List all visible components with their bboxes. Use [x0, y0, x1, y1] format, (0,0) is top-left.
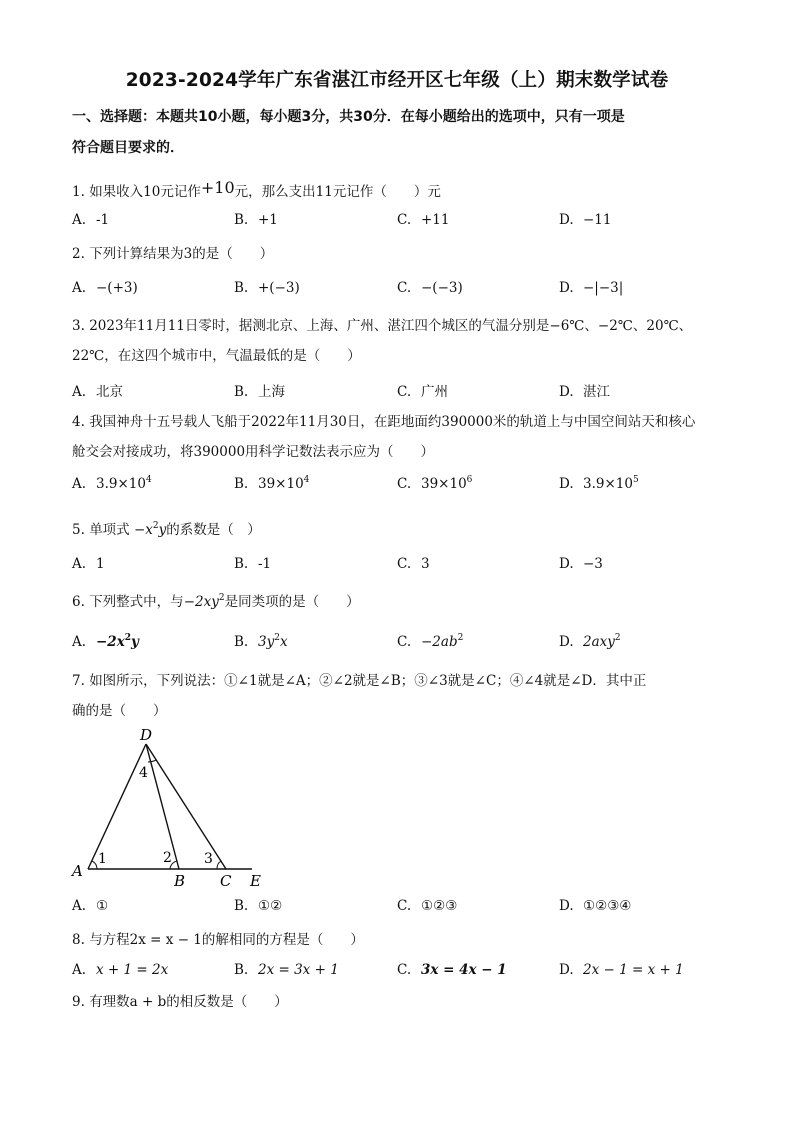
question-5-options	[72, 556, 732, 578]
option-a[interactable]: A. $-2x^2y$	[72, 633, 139, 650]
question-number: 2.	[72, 246, 85, 262]
option-b[interactable]: B. 2x = 3x + 1	[234, 962, 339, 978]
question-5: 5. 单项式 $-x^2y$的系数是（ ）	[72, 521, 261, 538]
option-a[interactable]: A. 1	[72, 556, 105, 572]
point-label-b: B	[174, 872, 186, 890]
option-a[interactable]: A. $3.9\times 10^4$	[72, 475, 152, 492]
angle-label-1: 1	[98, 851, 107, 867]
option-a[interactable]: A. x + 1 = 2x	[72, 962, 169, 978]
option-a[interactable]: A. -1	[72, 212, 110, 228]
question-3-options	[72, 380, 732, 402]
segment-dc	[146, 744, 226, 869]
question-8: 8. 与方程2x = x − 1的解相同的方程是（ ）	[72, 932, 364, 948]
option-d[interactable]: D. −3	[559, 556, 603, 572]
option-a[interactable]: A. ①	[72, 898, 109, 914]
option-d[interactable]: D. 2axy$^2$	[559, 633, 621, 650]
question-1: 1. 如果收入10元记作+10元，那么支出11元记作（ ）元	[72, 178, 441, 200]
question-4-line2: 舱交会对接成功，将390000用科学记数法表示应为（ ）	[72, 444, 435, 460]
option-d[interactable]: D. 湛江	[559, 384, 610, 400]
angle-label-4: 4	[139, 765, 148, 781]
question-6: 6. 下列整式中，与$-2xy^2$是同类项的是（ ）	[72, 593, 360, 610]
point-label-e: E	[250, 872, 261, 890]
question-number: 7.	[72, 673, 85, 689]
point-label-d: D	[140, 726, 153, 744]
question-3-line2: 22℃，在这四个城市中，气温最低的是（ ）	[72, 348, 361, 364]
option-c[interactable]: C. 3	[397, 556, 430, 572]
option-b[interactable]: B. 上海	[234, 384, 285, 400]
option-a[interactable]: A. −(+3)	[72, 280, 138, 296]
option-c[interactable]: C. +11	[397, 212, 450, 228]
question-number: 8.	[72, 932, 85, 948]
option-d[interactable]: D. ①②③④	[559, 898, 632, 914]
question-3: 3. 2023年11月11日零时，据测北京、上海、广州、湛江四个城区的气温分别是−6℃、−2℃、20℃、	[72, 318, 693, 334]
question-7-options	[72, 898, 732, 920]
question-9: 9. 有理数a + b的相反数是（ ）	[72, 994, 288, 1010]
angle-arc-1	[92, 861, 97, 869]
option-d[interactable]: D. −|−3|	[559, 280, 624, 296]
question-number: 9.	[72, 994, 85, 1010]
angle-label-2: 2	[163, 850, 172, 866]
section-heading-line2: 符合题目要求的．	[72, 140, 184, 156]
point-label-c: C	[220, 872, 232, 890]
question-1-options	[72, 212, 732, 234]
question-2: 2. 下列计算结果为3的是（ ）	[72, 246, 274, 262]
question-number: 4.	[72, 414, 85, 430]
option-c[interactable]: C. 广州	[397, 384, 448, 400]
option-b[interactable]: B. ①②	[234, 898, 283, 914]
question-number: 3.	[72, 318, 85, 334]
question-8-options	[72, 962, 732, 984]
question-number: 5.	[72, 522, 85, 538]
point-label-a: A	[72, 862, 83, 880]
option-b[interactable]: B. -1	[234, 556, 272, 572]
option-b[interactable]: B. $39\times 10^4$	[234, 475, 310, 492]
angle-arc-4	[148, 760, 156, 762]
angle-arc-3	[217, 861, 221, 869]
question-7: 7. 如图所示，下列说法：①∠1就是∠A；②∠2就是∠B；③∠3就是∠C；④∠4就是∠D．其中正	[72, 673, 647, 689]
section-heading	[72, 102, 732, 164]
option-a[interactable]: A. 北京	[72, 384, 123, 400]
question-4: 4. 我国神舟十五号载人飞船于2022年11月30日，在距地面约390000米的轨道上与中国空间站天和核心	[72, 414, 696, 430]
option-d[interactable]: D. $3.9\times 10^5$	[559, 475, 639, 492]
triangle-figure	[70, 722, 270, 892]
question-4-options	[72, 476, 732, 498]
question-6-options	[72, 634, 732, 656]
question-2-options	[72, 280, 732, 302]
angle-label-3: 3	[204, 851, 213, 867]
question-number: 6.	[72, 594, 85, 610]
option-b[interactable]: B. +(−3)	[234, 280, 300, 296]
option-c[interactable]: C. −(−3)	[397, 280, 463, 296]
exam-title: 2023-2024学年广东省湛江市经开区七年级（上）期末数学试卷	[125, 70, 669, 91]
option-d[interactable]: D. −11	[559, 212, 612, 228]
option-d[interactable]: D. 2x − 1 = x + 1	[559, 962, 684, 978]
question-7-line2: 确的是（ ）	[72, 703, 167, 719]
option-b[interactable]: B. +1	[234, 212, 278, 228]
option-c[interactable]: C. ①②③	[397, 898, 458, 914]
option-c[interactable]: C. $39\times 10^6$	[397, 475, 473, 492]
option-c[interactable]: C. 3x = 4x − 1	[397, 962, 507, 978]
option-c[interactable]: C. $-2ab^2$	[397, 633, 464, 650]
option-b[interactable]: B. $3y^2x$	[234, 633, 288, 650]
segment-da	[88, 744, 146, 869]
section-heading-line1: 一、选择题：本题共10小题，每小题3分，共30分．在每小题给出的选项中，只有一项是	[72, 109, 625, 125]
question-number: 1.	[72, 184, 85, 200]
